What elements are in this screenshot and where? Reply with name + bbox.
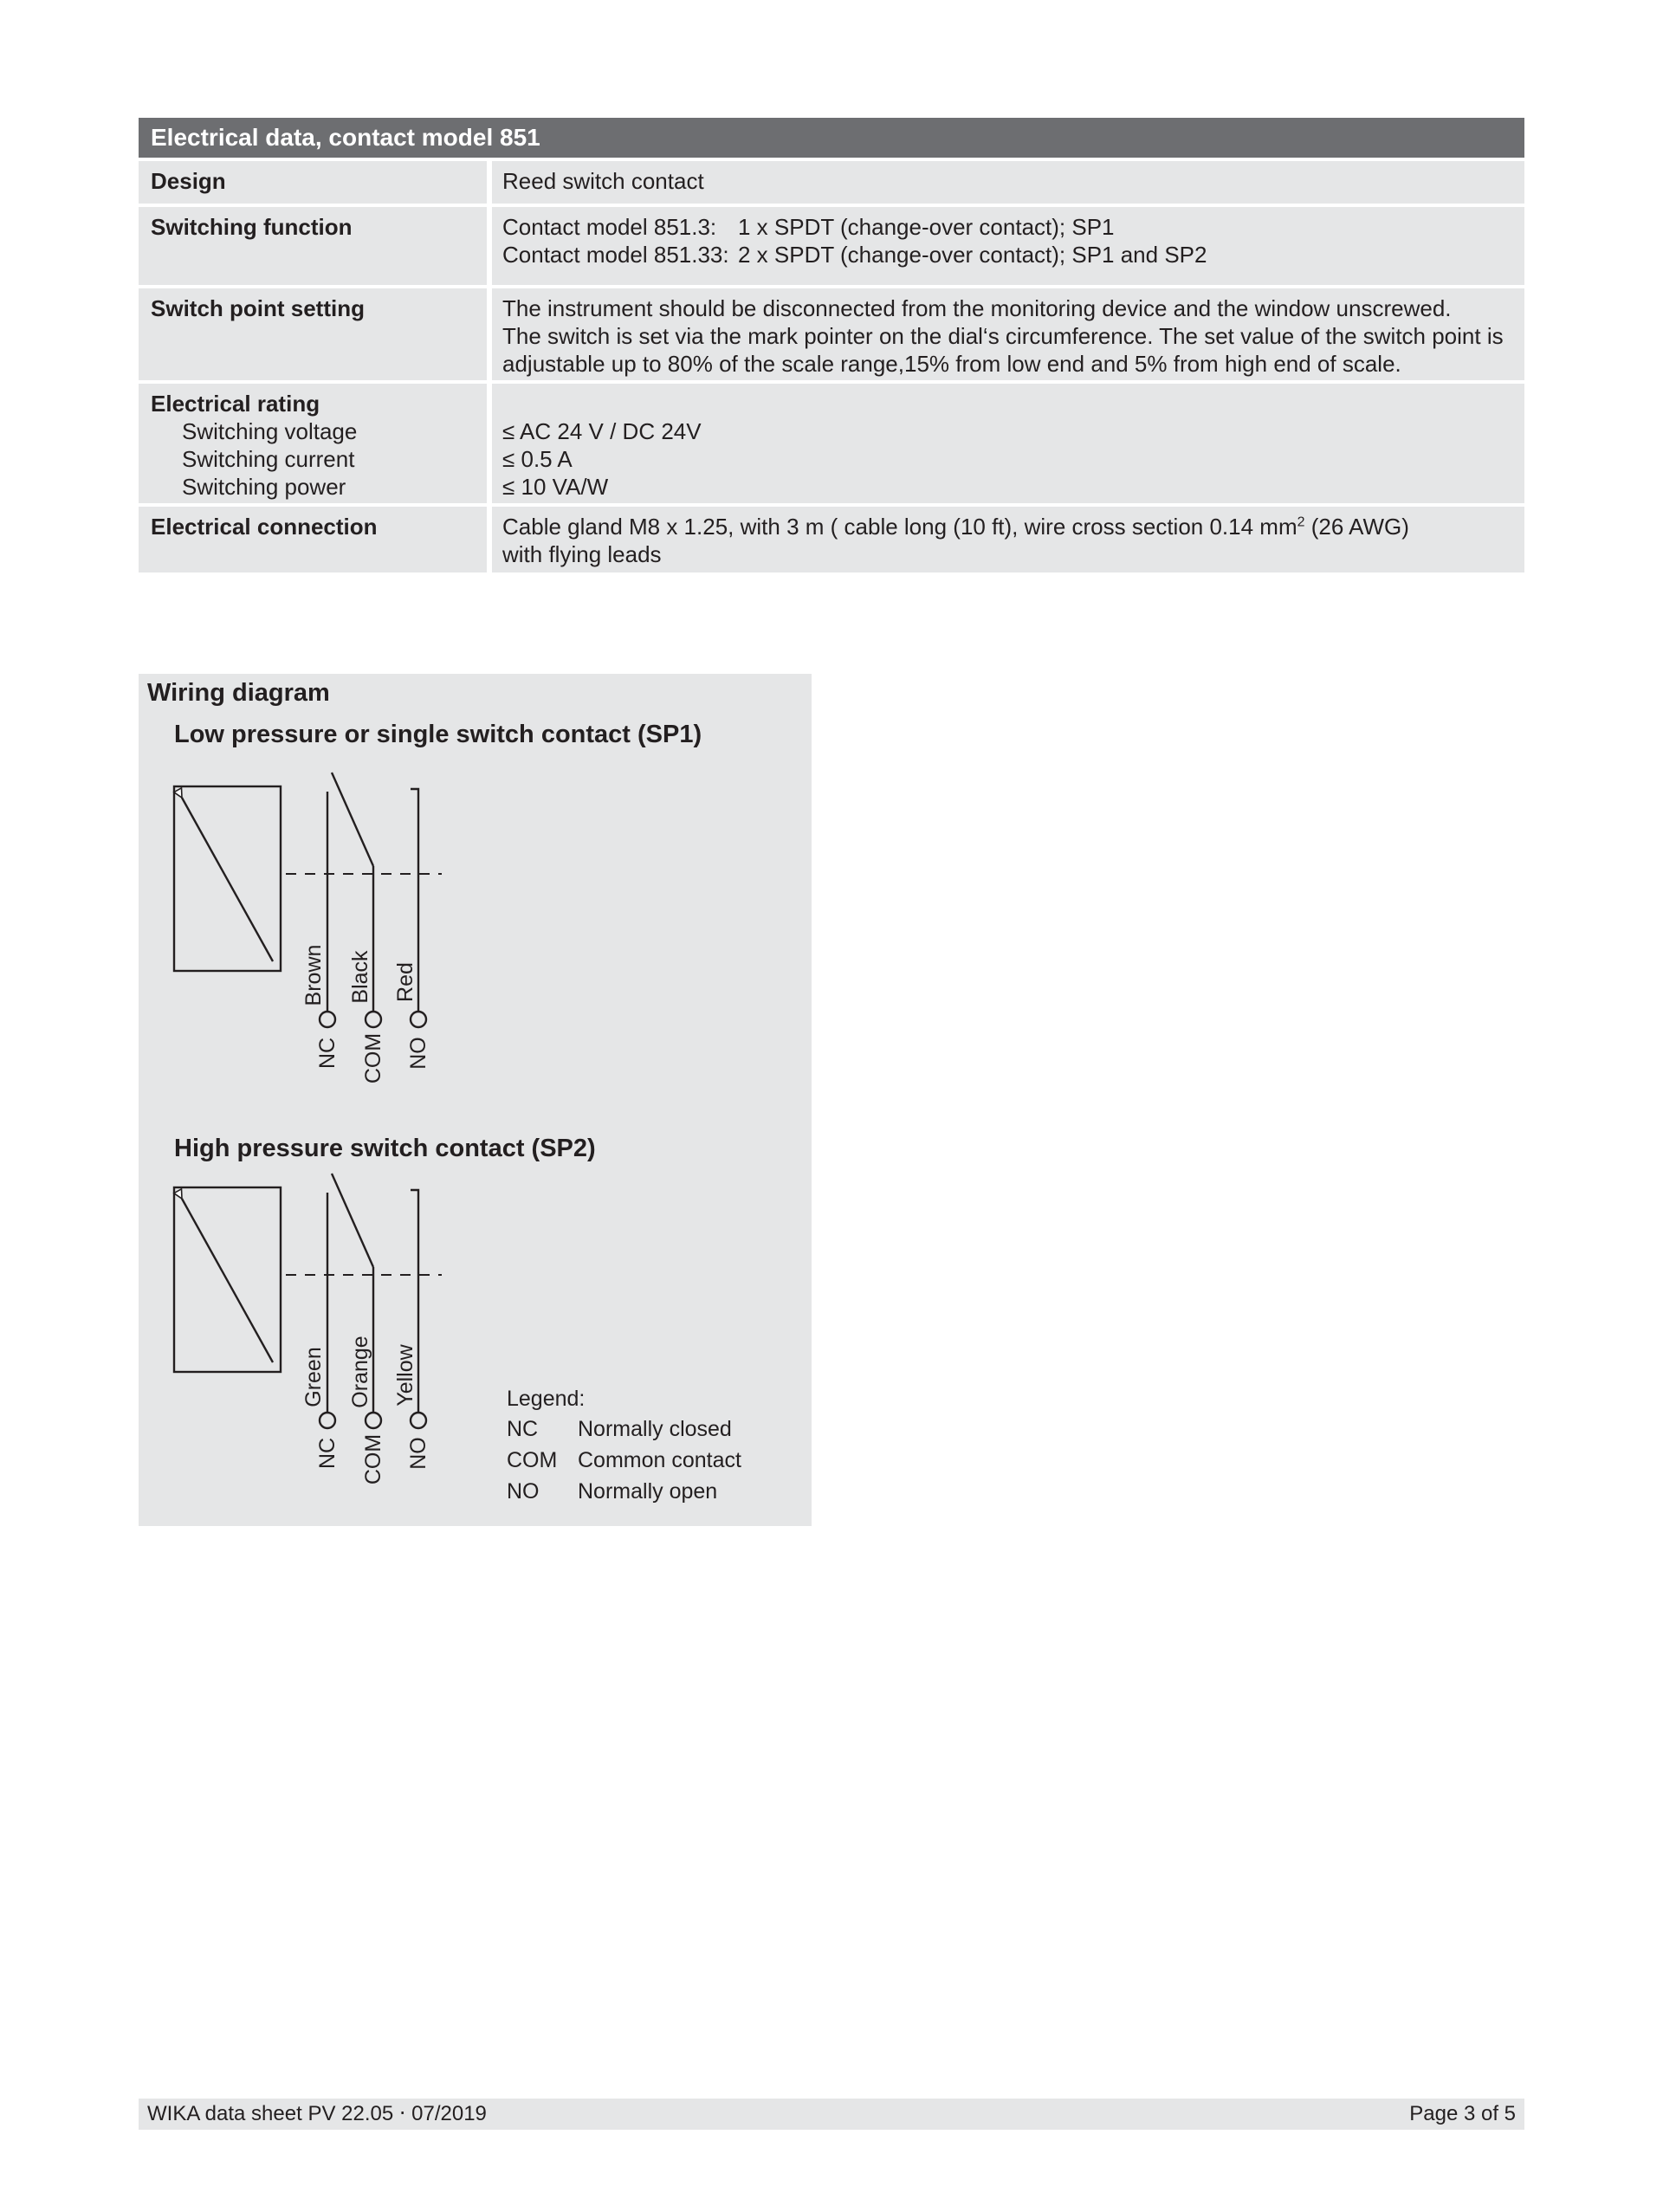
connection-superscript: 2: [1297, 514, 1305, 530]
legend-abbr-nc: NC: [507, 1417, 539, 1441]
connection-text-b: (26 AWG): [1304, 514, 1409, 540]
row-electrical-connection: [139, 507, 1524, 572]
sp1-terminal-com: [366, 1012, 381, 1027]
switching-function-label: Switching function: [139, 207, 487, 285]
sp1-wire-color-1: Brown: [301, 944, 326, 1006]
switching-current-label: Switching current: [182, 446, 355, 472]
row-design: [139, 161, 1524, 204]
switching-function-line-2: [502, 241, 1514, 268]
sp2-terminal-label-nc: NC: [315, 1437, 340, 1470]
legend-item: [507, 1416, 732, 1442]
wiring-diagram-title: Wiring diagram: [147, 679, 330, 707]
sp2-title: High pressure switch contact (SP2): [174, 1135, 596, 1162]
switch-point-setting-label: Switch point setting: [139, 288, 487, 380]
legend-title: Legend:: [507, 1387, 586, 1411]
legend-abbr-com: COM: [507, 1448, 558, 1472]
sp2-terminal-label-com: COM: [361, 1433, 385, 1485]
footer-page-number: Page 3 of 5: [1409, 2102, 1516, 2125]
sp1-gauge-pointer: [182, 798, 273, 961]
legend-text-com: Common contact: [578, 1448, 741, 1472]
contact-model-2: Contact model 851.33:: [502, 242, 729, 268]
contact-model-1-text: 1 x SPDT (change-over contact); SP1: [738, 214, 1115, 240]
design-value: Reed switch contact: [492, 161, 1524, 204]
sp2-wire-color-2: Orange: [348, 1336, 372, 1408]
electrical-connection-label: Electrical connection: [139, 507, 487, 572]
footer-document-id: WIKA data sheet PV 22.05 ⋅ 07/2019: [147, 2102, 487, 2125]
sp2-wire-color-1: Green: [301, 1347, 326, 1407]
sp2-gauge-pointer: [182, 1199, 273, 1362]
electrical-rating-label: Electrical rating: [151, 391, 320, 417]
sp1-terminal-label-no: NO: [406, 1037, 430, 1070]
contact-model-1: Contact model 851.3:: [502, 214, 717, 240]
sp1-terminal-label-com: COM: [361, 1032, 385, 1084]
connection-text-a: Cable gland M8 x 1.25, with 3 m ( cable long (10 ft), wire cross section 0.14 mm: [502, 514, 1297, 540]
switching-current-value: ≤ 0.5 A: [502, 446, 573, 472]
wiring-diagram-panel: [139, 674, 812, 1526]
page-footer: [139, 2099, 1524, 2130]
switch-point-line-2: The switch is set via the mark pointer on the dial‘s circumference. The set value of the switch point is: [502, 323, 1504, 349]
electrical-data-table: [139, 118, 1524, 572]
contact-model-2-text: 2 x SPDT (change-over contact); SP1 and SP2: [738, 242, 1207, 268]
sp1-terminal-no: [411, 1012, 426, 1027]
switching-function-line-1: [502, 213, 1514, 241]
sp1-wire-color-3: Red: [393, 962, 417, 1002]
row-electrical-rating: [139, 384, 1524, 503]
switching-voltage-label: Switching voltage: [182, 418, 358, 444]
electrical-connection-line-2: with flying leads: [502, 541, 662, 567]
electrical-rating-cell: [139, 384, 487, 503]
sp1-wire-color-2: Black: [348, 950, 372, 1004]
electrical-rating-spacer: [502, 390, 1514, 417]
sp2-terminal-com: [366, 1413, 381, 1428]
sp1-title: Low pressure or single switch contact (SP1): [174, 721, 702, 748]
sp2-terminal-no: [411, 1413, 426, 1428]
legend-abbr-no: NO: [507, 1479, 540, 1504]
sp2-terminal-label-no: NO: [406, 1437, 430, 1470]
row-switch-point-setting: [139, 288, 1524, 380]
row-switching-function: [139, 207, 1524, 285]
electrical-connection-line-1: [502, 513, 1514, 540]
legend-text-no: Normally open: [578, 1479, 718, 1504]
wiring-diagram-drawing: [139, 674, 812, 1526]
sp2-wire-color-3: Yellow: [393, 1344, 417, 1407]
switching-power-label: Switching power: [182, 474, 346, 500]
sp1-terminal-label-nc: NC: [315, 1037, 340, 1070]
switching-function-value: [492, 207, 1524, 285]
switch-point-line-1: The instrument should be disconnected from the monitoring device and the window unscrewed.: [502, 295, 1452, 321]
switching-power-value: ≤ 10 VA/W: [502, 474, 609, 500]
design-label: Design: [139, 161, 487, 204]
legend-item: [507, 1447, 741, 1473]
switching-voltage-value: ≤ AC 24 V / DC 24V: [502, 418, 702, 444]
electrical-rating-values: [492, 384, 1524, 503]
switch-point-setting-value: [492, 288, 1524, 380]
switch-point-line-3: adjustable up to 80% of the scale range,15% from low end and 5% from high end of scale.: [502, 351, 1401, 377]
legend-item: [507, 1478, 717, 1504]
sp1-switch-blade: [332, 773, 373, 866]
electrical-connection-value: [492, 507, 1524, 572]
sp2-switch-blade: [332, 1174, 373, 1267]
sp2-terminal-nc: [320, 1413, 335, 1428]
table-title: Electrical data, contact model 851: [139, 118, 1524, 158]
legend-text-nc: Normally closed: [578, 1417, 732, 1441]
sp1-terminal-nc: [320, 1012, 335, 1027]
